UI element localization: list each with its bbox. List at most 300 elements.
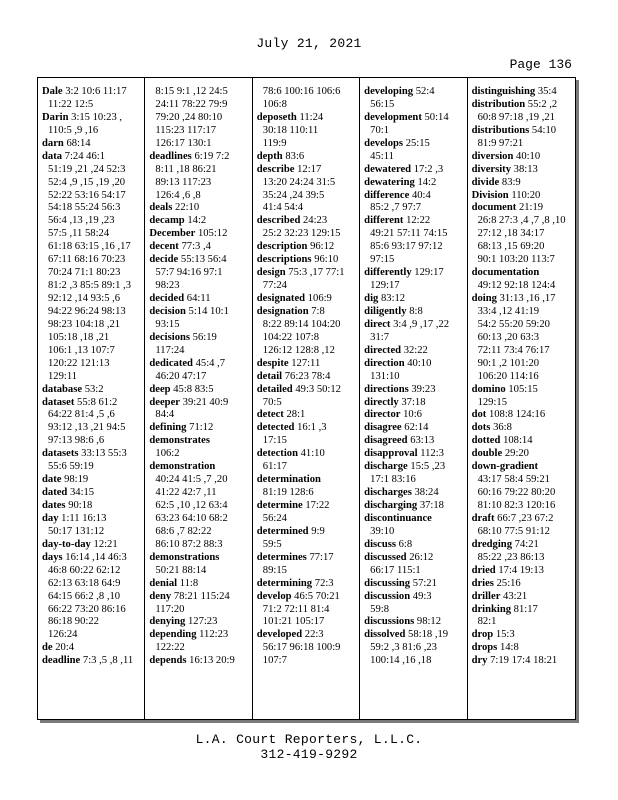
- index-page-refs: 57:21: [412, 577, 437, 589]
- index-entry-continuation: [364, 228, 462, 241]
- index-entry-continuation: [149, 500, 247, 513]
- index-term: document: [471, 202, 517, 214]
- index-term: distributions: [471, 124, 530, 136]
- index-column-4: [360, 78, 467, 719]
- index-entry: [364, 112, 462, 125]
- index-term: deadline: [42, 655, 81, 667]
- index-entry: [149, 422, 247, 435]
- index-term: demonstrates: [149, 435, 210, 447]
- index-entry-continuation: [257, 190, 355, 203]
- index-term: drops: [471, 642, 498, 654]
- index-term: Division: [471, 189, 509, 201]
- index-term: deals: [149, 202, 173, 214]
- index-entry-continuation: [472, 371, 571, 384]
- index-entry-continuation: [257, 655, 355, 668]
- index-term: development: [364, 111, 422, 123]
- index-entry-continuation: [42, 164, 140, 177]
- index-page-refs: 126:4 ,6 ,8: [155, 189, 201, 201]
- index-entry: [257, 267, 355, 280]
- index-term: disagree: [364, 422, 402, 434]
- index-entry: [364, 616, 462, 629]
- index-entry: [364, 578, 462, 591]
- index-page-refs: 55:13 56:4: [180, 254, 227, 266]
- index-page-refs: 85:22 ,23 86:13: [477, 551, 545, 563]
- index-entry: [472, 591, 571, 604]
- index-page-refs: 13:20 24:24 31:5: [262, 176, 336, 188]
- index-page-refs: 60:8 97:18 ,19 ,21: [477, 111, 555, 123]
- index-page-refs: 64:15 66:2 ,8 ,10: [48, 590, 121, 602]
- index-page-refs: 17:4 19:13: [498, 564, 544, 576]
- index-page-refs: 26:12: [409, 551, 434, 563]
- index-entry: [257, 358, 355, 371]
- index-page-refs: 25:16: [496, 577, 521, 589]
- index-term: depending: [149, 629, 197, 641]
- index-entry-continuation: [149, 177, 247, 190]
- index-entry-continuation: [149, 409, 247, 422]
- index-page-refs: 41:4 54:4: [262, 202, 304, 214]
- index-entry: [257, 293, 355, 306]
- index-page-refs: 38:24: [414, 487, 439, 499]
- index-entry-continuation: [42, 190, 140, 203]
- index-entry: [364, 293, 462, 306]
- index-entry: [472, 190, 571, 203]
- index-entry: [472, 164, 571, 177]
- index-entry-continuation: [257, 642, 355, 655]
- index-entry-continuation: [149, 86, 247, 99]
- index-entry-continuation: [364, 655, 462, 668]
- index-entry: [257, 448, 355, 461]
- index-entry-continuation: [42, 435, 140, 448]
- index-page-refs: 63:23 64:10 68:2: [155, 512, 228, 524]
- index-entry: [364, 539, 462, 552]
- index-term: detail: [256, 370, 283, 382]
- index-entry-continuation: [472, 319, 571, 332]
- index-page-refs: 106:1 ,13 107:7: [48, 344, 115, 356]
- index-page-refs: 129:17: [414, 267, 444, 279]
- index-term: described: [256, 215, 301, 227]
- index-entry: [472, 422, 571, 435]
- index-entry: [364, 461, 462, 474]
- index-page-refs: 89:15: [262, 564, 287, 576]
- index-entry: [364, 435, 462, 448]
- index-entry: [472, 384, 571, 397]
- index-entry-continuation: [472, 474, 571, 487]
- index-entry: [149, 228, 247, 241]
- index-page-refs: 77:24: [262, 280, 287, 292]
- index-entry-continuation: [42, 125, 140, 138]
- index-term: discuss: [364, 538, 396, 550]
- index-page-refs: 39:10: [370, 525, 395, 537]
- index-entry: [42, 500, 140, 513]
- index-page-refs: 83:12: [380, 293, 406, 304]
- index-entry-continuation: [42, 241, 140, 254]
- index-page-refs: 49:3: [412, 590, 432, 602]
- index-page-refs: 38:13: [513, 163, 538, 175]
- index-page-refs: 106:9: [307, 293, 332, 304]
- index-page-refs: 55:8 61:2: [77, 396, 118, 408]
- index-page-refs: 68:13 ,15 69:20: [477, 241, 545, 253]
- index-page-refs: 55:6 59:19: [48, 461, 94, 473]
- index-term: designation: [256, 305, 309, 317]
- index-page-refs: 3:2 10:6 11:17: [65, 86, 127, 97]
- index-entry-continuation: [257, 565, 355, 578]
- index-entry: [149, 629, 247, 642]
- index-page-refs: 105:12: [197, 228, 228, 240]
- index-entry: [257, 164, 355, 177]
- index-page-refs: 81:2 ,3 85:5 89:1 ,3: [48, 280, 131, 292]
- index-entry-continuation: [42, 461, 140, 474]
- index-entry-continuation: [149, 604, 247, 617]
- index-entry: [42, 487, 140, 500]
- index-term: despite: [256, 357, 289, 369]
- index-term: discontinuance: [364, 512, 432, 524]
- index-entry-continuation: [149, 565, 247, 578]
- index-page-refs: 8:11 ,18 86:21: [155, 163, 217, 175]
- index-page-refs: 72:11 73:4 76:17: [477, 344, 550, 356]
- index-page-refs: 52:4 ,9 ,15 ,19 ,20: [48, 176, 126, 188]
- index-entry-continuation: [472, 526, 571, 539]
- index-page-refs: 100:14 ,16 ,18: [370, 655, 432, 667]
- index-page-refs: 97:13 98:6 ,6: [48, 435, 105, 447]
- index-entry-continuation: [472, 306, 571, 319]
- index-page-refs: 56:24: [262, 512, 287, 524]
- index-entry: [149, 591, 247, 604]
- index-page-refs: 41:10: [300, 448, 325, 460]
- index-entry: [364, 345, 462, 358]
- index-entry: [257, 526, 355, 539]
- index-page-refs: 62:14: [404, 422, 429, 434]
- index-page-refs: 24:23: [303, 215, 328, 227]
- index-entry-continuation: [257, 280, 355, 293]
- index-term: determines: [256, 551, 307, 563]
- index-entry: [364, 319, 462, 332]
- index-page-refs: 68:14: [66, 137, 91, 149]
- index-term: develop: [256, 590, 292, 602]
- index-entry: [42, 448, 140, 461]
- index-entry: [149, 306, 247, 319]
- index-entry: [257, 591, 355, 604]
- index-term: deep: [149, 383, 171, 395]
- index-entry: [364, 177, 462, 190]
- index-entry: [149, 151, 247, 164]
- index-entry: [42, 384, 140, 397]
- index-page-refs: 117:24: [155, 344, 185, 356]
- index-page-refs: 52:22 53:16 54:17: [48, 189, 126, 201]
- index-entry: [257, 151, 355, 164]
- index-term: design: [256, 267, 286, 279]
- index-term: determine: [256, 500, 303, 511]
- index-page-refs: 66:22 73:20 86:16: [48, 603, 126, 615]
- index-term: dates: [42, 500, 66, 511]
- index-entry-continuation: [257, 604, 355, 617]
- index-entry-continuation: [257, 397, 355, 410]
- index-entry-continuation: [42, 267, 140, 280]
- index-column-2: [145, 78, 252, 719]
- footer: [0, 732, 618, 762]
- index-term: discharges: [364, 487, 412, 499]
- index-term: documentation: [471, 267, 540, 279]
- index-page-refs: 7:8: [311, 305, 325, 317]
- index-entry: [42, 138, 140, 151]
- index-term: detailed: [256, 383, 293, 395]
- index-term: develops: [364, 137, 404, 149]
- index-term: draft: [471, 512, 495, 524]
- index-term: double: [471, 448, 503, 460]
- index-entry: [472, 435, 571, 448]
- index-term: determining: [256, 577, 313, 589]
- index-entry: [472, 177, 571, 190]
- index-entry: [364, 409, 462, 422]
- index-entry-continuation: [42, 215, 140, 228]
- index-page-refs: 90:1 ,2 101:20: [477, 357, 540, 369]
- index-page-refs: 12:22: [406, 215, 431, 227]
- index-term: diversity: [471, 163, 511, 175]
- index-page-refs: 115:23 117:17: [155, 124, 217, 136]
- index-term: diligently: [364, 305, 407, 317]
- index-page-refs: 90:1 103:20 113:7: [477, 254, 555, 266]
- index-entry: [42, 151, 140, 164]
- index-term: dissolved: [364, 629, 406, 641]
- index-entry-continuation: [472, 345, 571, 358]
- index-term: divide: [471, 176, 500, 188]
- index-page-refs: 8:8: [409, 305, 423, 317]
- index-page-refs: 117:20: [155, 603, 185, 615]
- index-entry-continuation: [42, 332, 140, 345]
- index-page-refs: 17:1 83:16: [370, 474, 416, 486]
- index-entry-continuation: [42, 280, 140, 293]
- index-entry-continuation: [257, 616, 355, 629]
- index-entry: [149, 461, 247, 474]
- index-entry-continuation: [42, 345, 140, 358]
- index-page-refs: 50:17 131:12: [48, 525, 105, 537]
- index-page-refs: 59:5: [262, 538, 282, 550]
- index-page-refs: 101:21 105:17: [262, 616, 325, 628]
- index-term: decision: [149, 305, 186, 317]
- index-entry: [257, 306, 355, 319]
- index-entry: [364, 190, 462, 203]
- index-entry-continuation: [149, 474, 247, 487]
- index-entry-continuation: [149, 539, 247, 552]
- index-page-refs: 108:14: [503, 435, 533, 447]
- index-entry-continuation: [149, 319, 247, 332]
- index-term: differently: [364, 267, 412, 279]
- index-entry: [149, 552, 247, 565]
- index-page-refs: 75:3 ,17 77:1: [288, 267, 345, 279]
- index-entry-continuation: [472, 397, 571, 410]
- index-page-refs: 34:15: [69, 487, 95, 499]
- index-page-refs: 31:7: [370, 331, 390, 343]
- index-page-refs: 90:18: [68, 500, 93, 511]
- index-page-refs: 50:14: [424, 111, 449, 123]
- index-page-refs: 79:20 ,24 80:10: [155, 111, 223, 123]
- index-entry: [42, 539, 140, 552]
- index-page-refs: 40:10: [407, 357, 432, 369]
- index-page-refs: 110:20: [511, 189, 541, 201]
- index-page-refs: 98:12: [416, 616, 442, 628]
- footer-company: L.A. Court Reporters, L.L.C.: [195, 732, 423, 747]
- index-page-refs: 81:19 128:6: [262, 487, 314, 499]
- index-page-refs: 106:2: [155, 448, 180, 460]
- index-entry: [472, 578, 571, 591]
- index-page-refs: 15:5 ,23: [410, 461, 446, 473]
- index-entry: [257, 500, 355, 513]
- index-page-refs: 107:7: [262, 655, 287, 667]
- index-page-refs: 7:19 17:4 18:21: [490, 655, 558, 667]
- index-term: dewatered: [364, 163, 412, 175]
- index-page-refs: 54:18 55:24 56:3: [48, 202, 121, 214]
- index-entry: [472, 151, 571, 164]
- index-entry: [42, 552, 140, 565]
- index-entry: [364, 513, 462, 526]
- index-page-refs: 81:9 97:21: [477, 137, 524, 149]
- index-term: discussions: [364, 616, 415, 628]
- index-entry: [149, 384, 247, 397]
- index-entry-continuation: [42, 177, 140, 190]
- index-page-refs: 53:2: [84, 383, 104, 395]
- index-page-refs: 45:11: [370, 150, 394, 162]
- index-term: decamp: [149, 215, 185, 227]
- index-page-refs: 49:3 50:12: [295, 383, 341, 395]
- index-column-5: [468, 78, 575, 719]
- index-page-refs: 70:5: [262, 396, 282, 408]
- index-entry-continuation: [149, 448, 247, 461]
- index-page-refs: 122:22: [155, 642, 185, 654]
- index-entry: [364, 164, 462, 177]
- index-term: deny: [149, 590, 172, 602]
- index-page-refs: 39:21 40:9: [182, 396, 229, 408]
- index-entry-continuation: [42, 202, 140, 215]
- index-page-refs: 41:22 42:7 ,11: [155, 487, 217, 499]
- index-page-refs: 61:18 63:15 ,16 ,17: [48, 241, 131, 253]
- index-entry: [472, 125, 571, 138]
- index-entry-continuation: [42, 422, 140, 435]
- index-term: discharge: [364, 461, 408, 473]
- index-entry: [472, 565, 571, 578]
- index-page-refs: 33:13 55:3: [81, 448, 127, 460]
- index-page-refs: 60:16 79:22 80:20: [477, 487, 556, 499]
- index-entry: [472, 86, 571, 99]
- index-entry: [149, 578, 247, 591]
- index-page-refs: 70:24 71:1 80:23: [48, 267, 121, 279]
- index-term: dotted: [471, 435, 501, 447]
- index-entry: [149, 241, 247, 254]
- index-term: directions: [364, 383, 409, 395]
- index-term: driller: [471, 590, 501, 602]
- index-entry-continuation: [472, 487, 571, 500]
- index-page-refs: 67:11 68:16 70:23: [48, 254, 126, 266]
- index-entry-continuation: [364, 151, 462, 164]
- index-page-refs: 26:8 27:3 ,4 ,7 ,8 ,10: [477, 215, 566, 227]
- index-page-refs: 129:15: [477, 396, 507, 408]
- index-entry-continuation: [257, 125, 355, 138]
- index-term: day-to-day: [42, 538, 91, 550]
- index-page-refs: 14:2: [187, 215, 207, 227]
- index-entry: [42, 655, 140, 668]
- index-term: darn: [42, 137, 64, 149]
- index-page-refs: 56:17 96:18 100:9: [262, 642, 341, 654]
- index-term: dots: [471, 422, 491, 434]
- index-entry-continuation: [472, 112, 571, 125]
- index-page-refs: 14:8: [499, 642, 519, 654]
- index-page-refs: 119:9: [262, 137, 287, 149]
- index-page-refs: 66:7 ,23 67:2: [497, 512, 554, 524]
- index-page-refs: 86:18 90:22: [48, 616, 99, 628]
- index-term: down-gradient: [471, 461, 539, 473]
- document-date: July 21, 2021: [256, 36, 362, 51]
- index-entry-continuation: [42, 306, 140, 319]
- index-term: decide: [149, 254, 179, 266]
- index-term: describe: [256, 163, 295, 175]
- index-page-refs: 93:15: [155, 318, 180, 330]
- index-page-refs: 98:23 104:18 ,21: [48, 318, 121, 330]
- index-term: determination: [256, 474, 321, 486]
- index-page-refs: 85:6 93:17 97:12: [370, 241, 443, 253]
- index-entry-continuation: [257, 177, 355, 190]
- index-term: discussing: [364, 577, 411, 589]
- index-page-refs: 89:13 117:23: [155, 176, 212, 188]
- index-term: dig: [364, 293, 379, 304]
- index-entry-continuation: [364, 642, 462, 655]
- index-page-refs: 29:20: [504, 448, 529, 460]
- index-page-refs: 68:6 ,7 82:22: [155, 525, 212, 537]
- index-entry: [364, 358, 462, 371]
- index-entry: [42, 397, 140, 410]
- index-entry: [472, 293, 571, 306]
- index-page-refs: 129:11: [48, 370, 78, 382]
- index-page-refs: 35:4: [537, 86, 557, 97]
- index-term: decisions: [149, 331, 191, 343]
- index-term: dried: [471, 564, 496, 576]
- index-term: distinguishing: [471, 86, 536, 97]
- index-entry-continuation: [472, 215, 571, 228]
- index-term: dredging: [471, 538, 512, 550]
- index-page-refs: 108:8 124:16: [488, 409, 546, 421]
- index-entry-continuation: [149, 487, 247, 500]
- index-page-refs: 49:12 92:18 124:4: [477, 280, 556, 292]
- index-term: direction: [364, 357, 405, 369]
- index-page-refs: 59:8: [370, 603, 390, 615]
- index-page-refs: 129:17: [370, 280, 400, 292]
- index-page-refs: 105:18 ,18 ,21: [48, 331, 110, 343]
- index-page-refs: 126:24: [48, 629, 78, 641]
- index-term: demonstrations: [149, 551, 220, 563]
- index-term: December: [149, 228, 196, 240]
- index-entry: [472, 461, 571, 474]
- index-page-refs: 78:21 115:24: [173, 590, 230, 602]
- index-entry-continuation: [257, 487, 355, 500]
- index-entry-continuation: [149, 190, 247, 203]
- index-entry-continuation: [149, 99, 247, 112]
- index-entry: [149, 332, 247, 345]
- index-entry: [364, 591, 462, 604]
- index-entry-continuation: [364, 241, 462, 254]
- index-entry-continuation: [42, 604, 140, 617]
- index-page-refs: 82:1: [477, 616, 497, 628]
- index-term: deadlines: [149, 150, 192, 162]
- index-page-refs: 16:13 20:9: [189, 655, 235, 667]
- index-entry-continuation: [364, 280, 462, 293]
- index-page-refs: 81:17: [513, 603, 538, 615]
- index-page-refs: 30:18 110:11: [262, 124, 319, 136]
- index-page-refs: 112:3: [420, 448, 444, 460]
- index-page-refs: 106:8: [262, 98, 287, 110]
- index-entry-continuation: [472, 138, 571, 151]
- index-entry-continuation: [257, 99, 355, 112]
- index-entry-continuation: [149, 112, 247, 125]
- index-page-refs: 15:3: [495, 629, 515, 641]
- index-page-refs: 96:10: [314, 254, 339, 266]
- index-entry: [257, 254, 355, 267]
